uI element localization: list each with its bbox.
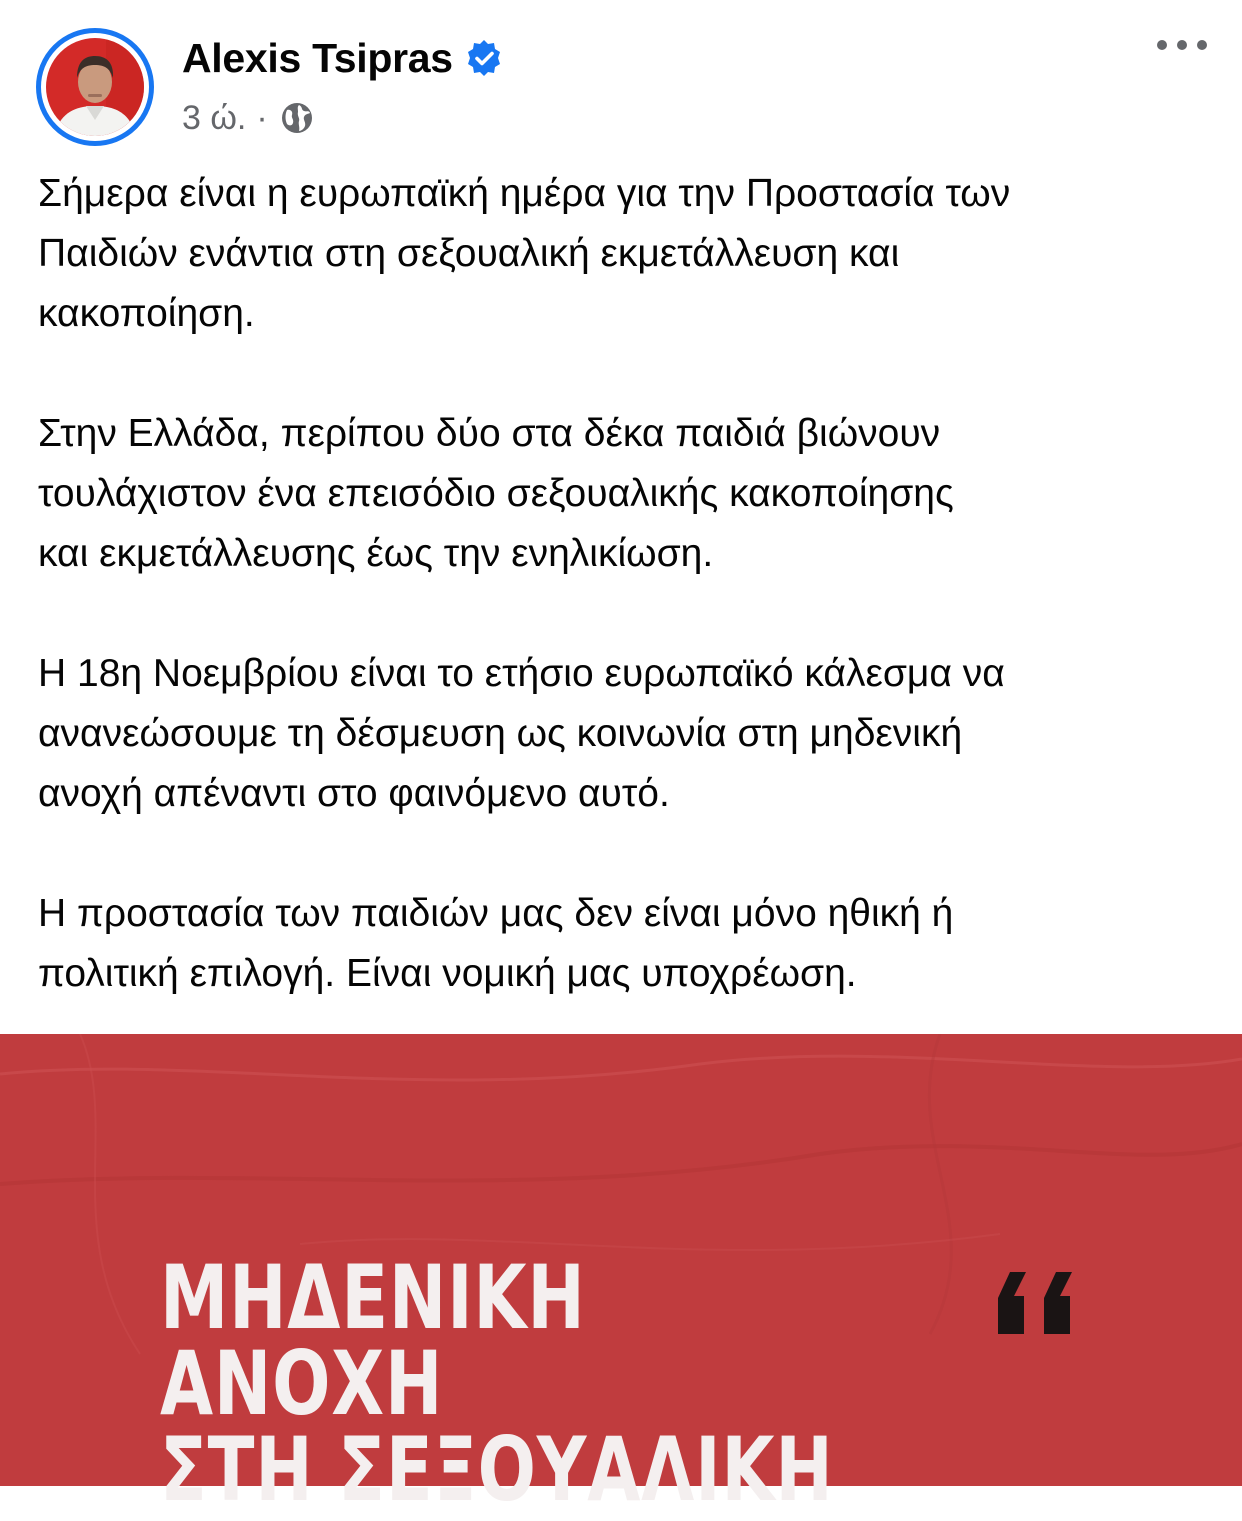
image-headline-line: ΑΝΟΧΗ [160, 1332, 444, 1435]
image-headline-line: ΣΤΗ ΣΕΞΟΥΑΛΙΚΗ [160, 1418, 834, 1521]
quotation-mark-icon [996, 1272, 1084, 1334]
image-headline-line: ΜΗΔΕΝΙΚΗ [160, 1246, 586, 1349]
more-options-icon[interactable] [1156, 36, 1208, 56]
author-avatar-ring[interactable] [36, 28, 154, 146]
post-timestamp[interactable]: 3 ώ. [182, 98, 247, 137]
post-paragraph: Η 18η Νοεμβρίου είναι το ετήσιο ευρωπαϊκό κάλεσμα να ανανεώσουμε τη δέσμευση ως κοινωνία στη μηδενική ανοχή απέναντι στο φαινόμενο αυτό. [38, 652, 1005, 815]
post-text [38, 164, 1228, 1004]
post-paragraph: Στην Ελλάδα, περίπου δύο στα δέκα παιδιά βιώνουν τουλάχιστον ένα επεισόδιο σεξουαλικής κακοποίησης και εκμετάλλευσης έως την ενηλικίωση. [38, 412, 954, 575]
avatar[interactable] [46, 38, 144, 136]
verified-badge-icon [465, 39, 503, 77]
post-header [0, 0, 1242, 150]
post-paragraph: Σήμερα είναι η ευρωπαϊκή ημέρα για την Προστασία των Παιδιών ενάντια στη σεξουαλική εκμετάλλευση και κακοποίηση. [38, 172, 1011, 335]
post-meta [182, 96, 314, 140]
author-row [182, 32, 503, 84]
avatar-photo [46, 38, 144, 136]
image-headline [160, 1246, 834, 1521]
globe-icon [280, 101, 314, 135]
post-paragraph: Η προστασία των παιδιών μας δεν είναι μόνο ηθική ή πολιτική επιλογή. Είναι νομική μας υποχρέωση. [38, 892, 954, 995]
author-name[interactable]: Alexis Tsipras [182, 34, 453, 81]
meta-separator: · [256, 98, 268, 137]
